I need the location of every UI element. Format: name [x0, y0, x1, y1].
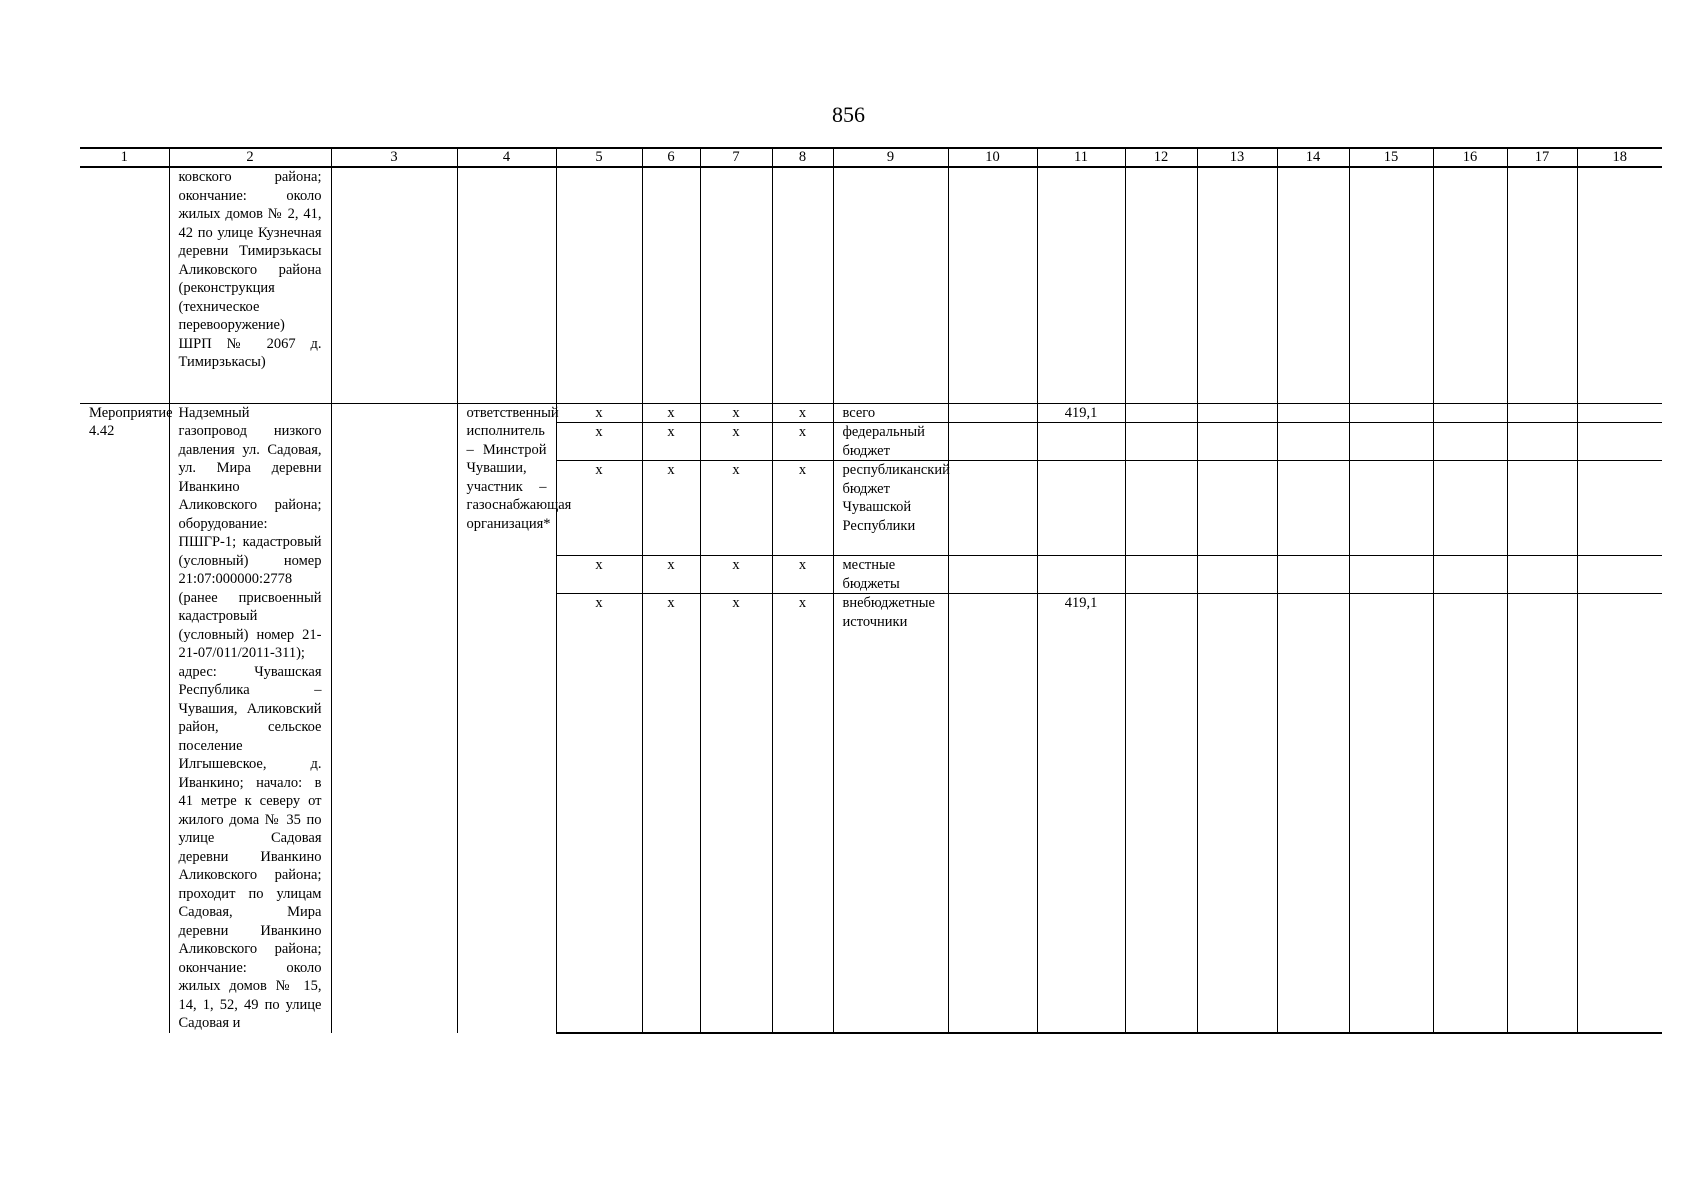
cell-x: x — [556, 556, 642, 594]
cell-x: x — [642, 403, 700, 423]
header-cell: 4 — [457, 148, 556, 167]
cell-x: x — [700, 403, 772, 423]
cell-x: x — [556, 594, 642, 1033]
cell-x: x — [772, 594, 833, 1033]
funding-source: республиканский бюджет Чувашской Республики — [833, 461, 948, 556]
amount-cell: 419,1 — [1037, 594, 1125, 1033]
budget-table — [80, 147, 1662, 1034]
amount-cell: 419,1 — [1037, 403, 1125, 423]
header-cell: 7 — [700, 148, 772, 167]
header-row — [80, 148, 1662, 167]
header-cell: 14 — [1277, 148, 1349, 167]
amount-cell — [1037, 423, 1125, 461]
cell-x: x — [772, 461, 833, 556]
page-number: 856 — [832, 102, 865, 127]
cell-x: x — [700, 461, 772, 556]
cell-x: x — [700, 594, 772, 1033]
continuation-description: ковского района; окончание: около жилых домов № 2, 41, 42 по улице Кузнечная деревни Тимирзькасы Аликовского района (реконструкция (техническое перевооружение) ШРП № 2067 д. Тимирзькасы) — [169, 167, 331, 403]
funding-source: внебюджетные источники — [833, 594, 948, 1033]
cell-x: x — [700, 423, 772, 461]
cell-x: x — [642, 594, 700, 1033]
header-cell: 12 — [1125, 148, 1197, 167]
header-cell: 8 — [772, 148, 833, 167]
measure-label: Мероприятие 4.42 — [80, 403, 169, 1033]
amount-cell — [1037, 556, 1125, 594]
continuation-row — [80, 167, 1662, 403]
cell-x: x — [642, 556, 700, 594]
header-cell: 2 — [169, 148, 331, 167]
funding-source: федеральный бюджет — [833, 423, 948, 461]
cell-x: x — [642, 423, 700, 461]
cell-x: x — [556, 461, 642, 556]
funding-source: местные бюджеты — [833, 556, 948, 594]
header-cell: 5 — [556, 148, 642, 167]
cell-x: x — [556, 423, 642, 461]
cell-x: x — [772, 423, 833, 461]
measure-description: Надземный газопровод низкого давления ул. Садовая, ул. Мира деревни Иванкино Аликовского района; оборудование: ПШГР-1; кадастровый (условный) номер 21:07:000000:2778 (ранее присвоенный кадастровый (условный) номер 21-21-07/011/2011-311); адрес: Чувашская Республика – Чувашия, Аликовский район, сельское поселение Илгышевское, д. Иванкино; начало: в 41 метре к северу от жилого дома № 35 по улице Садовая деревни Иванкино Аликовского района; проходит по улицам Садовая, Мира деревни Иванкино Аликовского района; окончание: около жилых домов № 15, 14, 1, 52, 49 по улице Садовая и — [169, 403, 331, 1033]
header-cell: 11 — [1037, 148, 1125, 167]
header-cell: 18 — [1577, 148, 1662, 167]
header-cell: 16 — [1433, 148, 1507, 167]
cell-x: x — [642, 461, 700, 556]
header-cell: 3 — [331, 148, 457, 167]
header-cell: 13 — [1197, 148, 1277, 167]
header-cell: 15 — [1349, 148, 1433, 167]
measure-executor: ответственный исполнитель – Минстрой Чувашии, участник – газоснабжающая организация* — [457, 403, 556, 1033]
cell-x: x — [556, 403, 642, 423]
amount-cell — [1037, 461, 1125, 556]
header-cell: 1 — [80, 148, 169, 167]
header-cell: 17 — [1507, 148, 1577, 167]
cell-x: x — [772, 556, 833, 594]
header-cell: 9 — [833, 148, 948, 167]
funding-source: всего — [833, 403, 948, 423]
table-row — [80, 403, 1662, 423]
header-cell: 10 — [948, 148, 1037, 167]
header-cell: 6 — [642, 148, 700, 167]
cell-x: x — [700, 556, 772, 594]
cell-x: x — [772, 403, 833, 423]
